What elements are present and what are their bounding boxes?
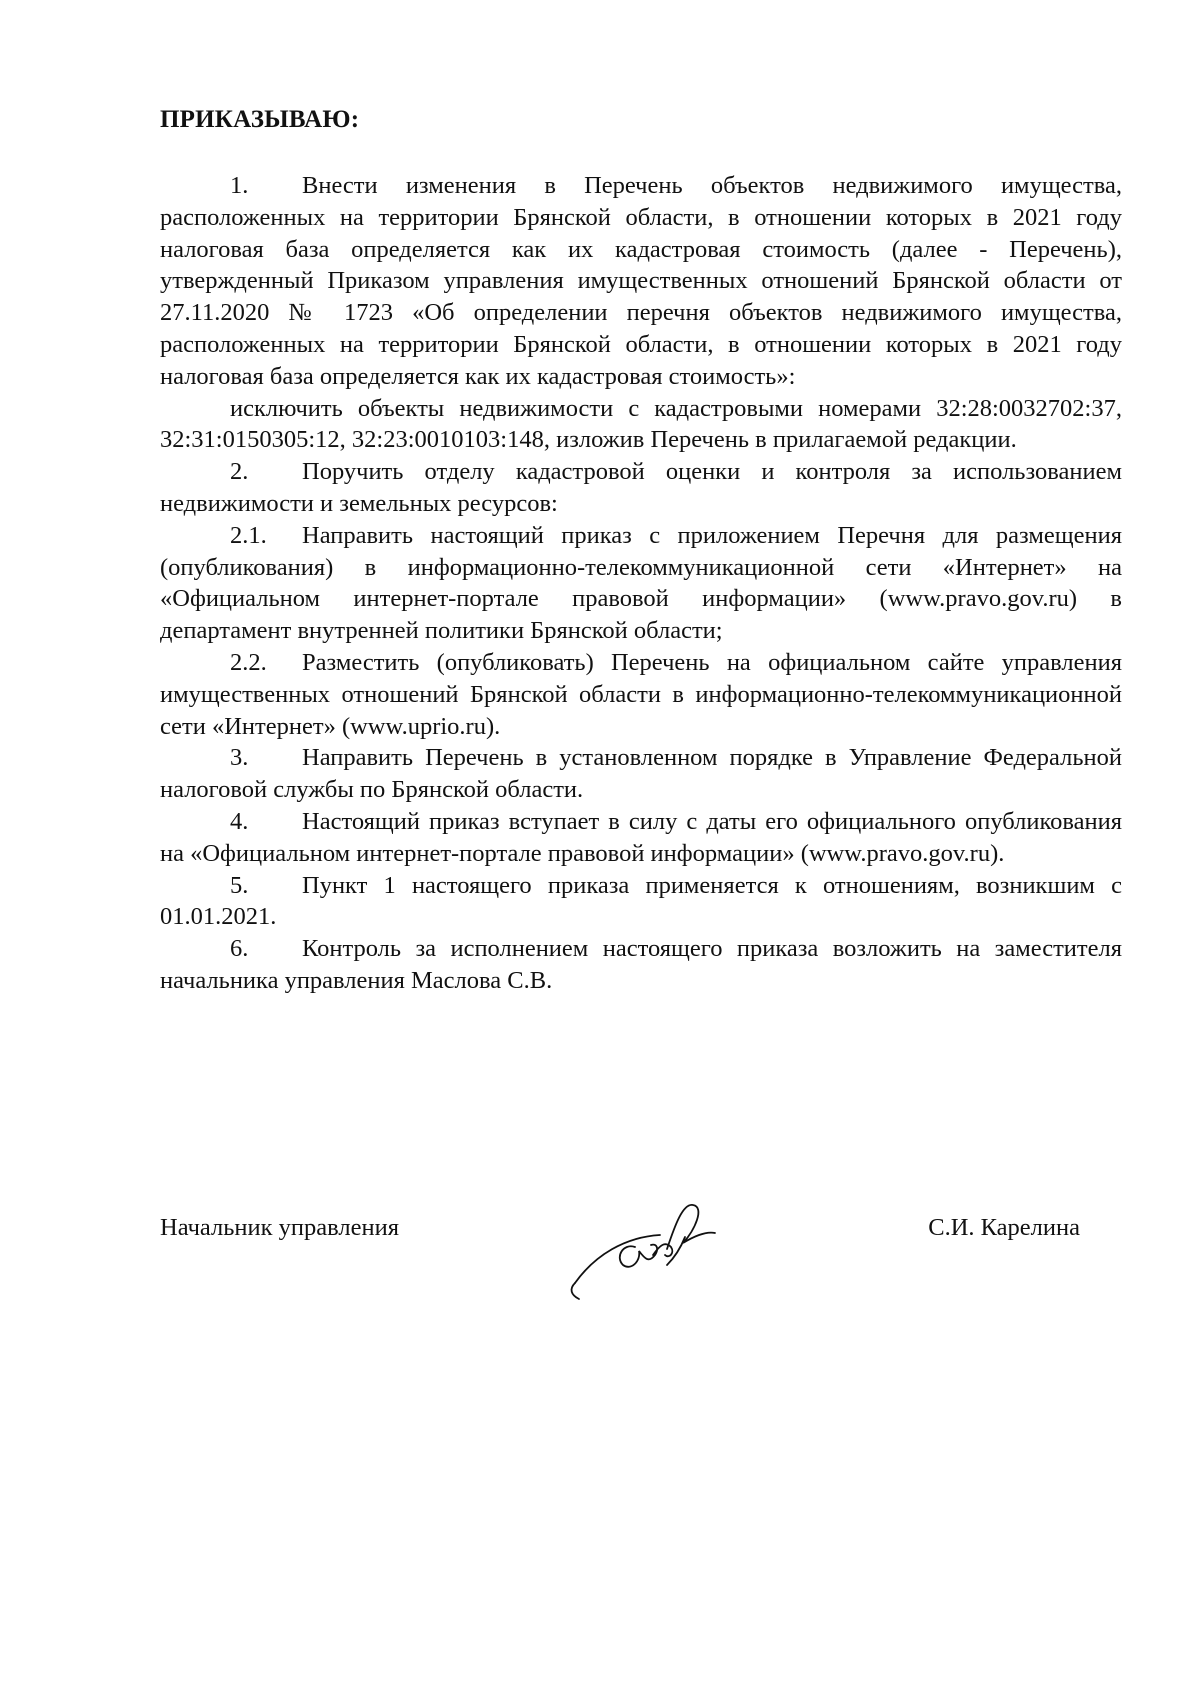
signatory-name: С.И. Карелина [928,1214,1080,1241]
paragraph-1 [160,170,1122,393]
paragraph-2-2 [160,647,1122,742]
paragraph-number: 2. [230,458,249,486]
paragraph-number: 2.2. [230,648,267,676]
paragraph-3 [160,742,1122,806]
paragraph-number: 4. [230,807,249,835]
paragraph-1-exclusion [160,393,1122,457]
paragraph-6 [160,933,1122,997]
order-heading: ПРИКАЗЫВАЮ: [160,106,360,133]
signatory-title: Начальник управления [160,1214,399,1241]
paragraph-text: Направить настоящий приказ с приложением Перечня для размещения (опубликования) в информационно-телекоммуникационной сети «Интернет» на «Официальном интернет-портале правовой информации» (www.pravo.gov.ru) в департамент внутренней политики Брянской области; [160,521,1122,645]
paragraph-text: исключить объекты недвижимости с кадастровыми номерами 32:28:0032702:37, 32:31:0150305:12, 32:23:0010103:148, изложив Перечень в прилагаемой редакции. [160,394,1122,454]
paragraph-text: Направить Перечень в установленном порядке в Управление Федеральной налоговой службы по Брянской области. [160,744,1122,804]
paragraph-number: 5. [230,871,249,899]
order-body [160,170,1122,997]
paragraph-text: Контроль за исполнением настоящего приказа возложить на заместителя начальника управления Маслова С.В. [160,935,1122,994]
paragraph-5 [160,870,1122,934]
paragraph-2-1 [160,520,1122,647]
handwritten-signature-icon [565,1185,740,1305]
paragraph-number: 1. [230,172,249,199]
paragraph-2 [160,456,1122,520]
paragraph-text: Поручить отделу кадастровой оценки и контроля за использованием недвижимости и земельных ресурсов: [160,458,1122,517]
paragraph-text: Настоящий приказ вступает в силу с даты его официального опубликования на «Официальном интернет-портале правовой информации» (www.pravo.gov.ru). [160,807,1122,867]
paragraph-number: 3. [230,744,249,772]
paragraph-number: 6. [230,935,249,963]
paragraph-text: Внести изменения в Перечень объектов недвижимого имущества, расположенных на территории Брянской области, в отношении которых в 2021 году налоговая база определяется как их кадастровая стоимость (далее - Перечень), утвержденный Приказом управления имущественных отношений Брянской области от 27.11.2020 № 1723 «Об определении перечня объектов недвижимого имущества, расположенных на территории Брянской области, в отношении которых в 2021 году налоговая база определяется как их кадастровая стоимость»: [160,172,1122,390]
paragraph-4 [160,806,1122,870]
paragraph-text: Разместить (опубликовать) Перечень на официальном сайте управления имущественных отношений Брянской области в информационно-телекоммуникационной сети «Интернет» (www.uprio.ru). [160,648,1122,740]
paragraph-text: Пункт 1 настоящего приказа применяется к отношениям, возникшим с 01.01.2021. [160,871,1122,931]
paragraph-number: 2.1. [230,521,267,549]
